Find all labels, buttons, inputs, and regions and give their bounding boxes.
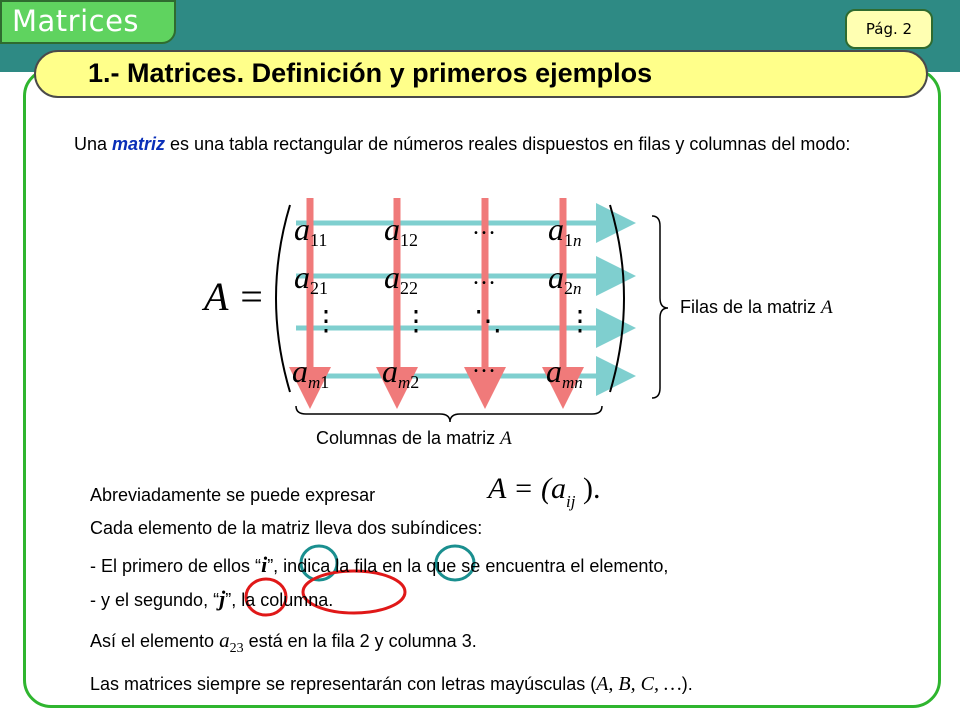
capitals-line: [90, 673, 693, 696]
example-b: está en la fila 2 y columna 3.: [243, 631, 477, 651]
entry-a21: a21: [294, 259, 328, 298]
first-index-line: [90, 552, 668, 578]
formula-lhs: A = (a: [488, 472, 567, 505]
entry-a2n: a2n: [548, 259, 582, 298]
cols-brace: [296, 406, 602, 422]
cols-label-var: A: [500, 428, 512, 449]
right-paren: [610, 205, 624, 392]
entry-dots-2: …: [472, 264, 496, 290]
formula-sub: ij: [566, 492, 576, 511]
example-var: a: [219, 628, 230, 652]
second-b: ”, la columna.: [225, 590, 334, 610]
example-line: [90, 628, 477, 657]
intro-keyword: matriz: [112, 134, 166, 154]
section-title: 1.- Matrices. Definición y primeros ejemplos: [88, 58, 653, 88]
entry-dots-4: …: [472, 352, 496, 378]
capitals-vars: A, B, C, …: [596, 673, 682, 695]
entry-a11: a11: [294, 211, 328, 250]
cols-label-text: Columnas de la matriz: [316, 428, 501, 448]
rows-label-var: A: [821, 297, 833, 318]
second-index-line: [90, 586, 333, 612]
example-sub: 23: [229, 641, 244, 656]
second-var: j: [219, 586, 226, 611]
entry-dots-1: …: [472, 214, 496, 240]
first-var: i: [261, 552, 268, 577]
entry-ddots: ⋱: [474, 306, 502, 337]
rows-label: [680, 297, 833, 319]
intro-after: es una tabla rectangular de números reales dispuestos en filas y columnas del modo:: [165, 134, 851, 154]
formula-rhs: ).: [575, 472, 601, 505]
entry-am2: am2: [382, 353, 420, 392]
subindices-text: Cada elemento de la matriz lleva dos subíndices:: [90, 518, 483, 538]
entry-amn: amn: [546, 353, 583, 392]
first-b: ”, indica la fila en la que se encuentra el elemento,: [267, 556, 669, 576]
app-title: Matrices: [12, 4, 140, 38]
entry-am1: am1: [292, 353, 330, 392]
capitals-a: Las matrices siempre se representarán con letras mayúsculas (: [90, 674, 597, 694]
entry-vdots-1: ⋮: [312, 306, 340, 337]
abbrev-formula: [488, 472, 600, 512]
entry-vdots-2: ⋮: [402, 306, 430, 337]
entry-a1n: a1n: [548, 211, 582, 250]
abbrev-text: Abreviadamente se puede expresar: [90, 485, 376, 505]
entry-a22: a22: [384, 259, 418, 298]
rows-label-text: Filas de la matriz: [680, 297, 822, 317]
example-a: Así el elemento: [90, 631, 220, 651]
left-paren: [276, 205, 290, 392]
rows-brace: [652, 216, 668, 398]
intro-before: Una: [74, 134, 113, 154]
entry-vdots-4: ⋮: [566, 306, 594, 337]
capitals-b: ).: [681, 674, 693, 694]
matrix-lhs: A =: [204, 274, 265, 319]
cols-label: [316, 428, 512, 450]
second-a: - y el segundo, “: [90, 590, 220, 610]
page-number-badge: Pág. 2: [845, 9, 933, 49]
first-a: - El primero de ellos “: [90, 556, 262, 576]
entry-a12: a12: [384, 211, 418, 250]
